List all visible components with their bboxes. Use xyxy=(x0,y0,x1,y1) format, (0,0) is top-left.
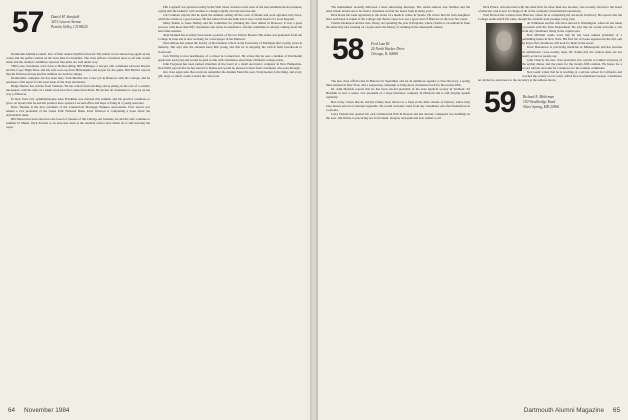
class-note-paragraph: Dave Thomas is the new president of the Connecticut Mortgage Bankers Association. Fred Jewett was named a vice president of the Glens Falls National Bank. Peter Davison is completing a book about the Adirondack lakes. xyxy=(6,104,150,117)
page-number: 65 xyxy=(612,407,620,414)
class-header-59 xyxy=(478,85,622,132)
class-note-paragraph: Charlie Dickinson and his wife, Betsy, are spending the year in England, where Charlie is on sabbatical from the university and working on a book about the history of banking in the nineteenth century. xyxy=(326,21,470,30)
class-header-58 xyxy=(326,32,470,79)
binding-gutter xyxy=(310,0,318,420)
class-note-paragraph: Dick Rossi has been appointed to the board of a medical center in Seattle. He writes that his twin daughters have both been accepted at the College and that he expects to see a good deal of Hanover in the next few years. xyxy=(326,13,470,22)
class-note-paragraph: The new class officers met in Hanover in September and set an ambitious agenda: a class directory, a spring mini-reunion in New York, and a stepped-up campaign to bring more classmates back for the twenty-fifth. xyxy=(326,79,470,88)
secretary-line: 343 Crescent Avenue xyxy=(51,20,82,24)
page-number: 64 xyxy=(8,407,16,414)
class-note-paragraph: Phil Loginoff was quoted recently in the Wall Street Journal on the state of the telecommunications business, saying that the industry will continue to change rapidly over the next decade. xyxy=(158,5,302,14)
class-note-paragraph: Al Wilkinson and his wife have moved to Washington, where Al has taken a position with the State Department. He says that he would welcome a call from any classmates living in the capital area. xyxy=(522,21,622,34)
class-note-paragraph: Alan Donnell has recently been made a partner of his law firm in Boston. His oldest son graduated from the College in June and is now working for a newspaper in the Midwest. xyxy=(158,33,302,42)
class-note-paragraph: In New York City ophthalmologist Alan Friedman was married this summer and his practice continues to grow. Al reports that he and his partners have opened a second office and hope to bring in a young associate. xyxy=(6,96,150,105)
page-footer-left xyxy=(8,407,69,414)
column-text xyxy=(326,5,470,29)
column-text xyxy=(6,52,150,129)
secretary-line: 150 Woodbridge Road xyxy=(523,99,556,104)
class-number: 59 xyxy=(484,85,516,119)
class-note-paragraph: John Church, the new class president, has written to remind everyone of the spring dinner and the plans for the twenty-fifth reunion. He hopes for a record turnout and asks for volunteers for the reunion committee. xyxy=(522,57,622,70)
class-note-paragraph: John Ferguson has been named chairman of the board of a small electronics company in New Hampshire. Ken Wells reports that he has moved to Dallas and would be pleased to hear from classmates who pass through. xyxy=(158,61,302,70)
secretary-line: Chicago, IL 60606 xyxy=(371,52,398,57)
class-note-paragraph: Dartmouth Alumni Council. Part of their annual rhythm followed: The tennis crowd showed up again on the courts and the golfers waited on the back nine for breakfast. The class officers circulated news to all who would listen and the reunion committee reported that plans are well under way. xyxy=(6,52,150,65)
class-note-paragraph: Dick Prince, who has been with the same firm for more than two decades, was recently elected to the board of directors and is now in charge of all of the company's international operations. xyxy=(478,5,622,14)
column-text xyxy=(478,5,622,21)
class-number: 58 xyxy=(332,33,364,67)
class-note-paragraph: Dave Henderson is practicing medicine in Minneapolis and has become an enthusiastic cross-country skier. He claims that the winters there are not nearly as bad as people say. xyxy=(522,45,622,58)
class-note-paragraph: Dartmouth's computer lab has been busy: Tom Buckler has a new job in Hanover with the College, and he promises a full report for the next issue of the class newsletter. xyxy=(6,76,150,85)
class-note-paragraph: Bill Nelson has been elected to the board of trustees of the Chicago Art Institute; he and his wife continue to summer in Maine. Dick Preston is an associate dean at the medical school and claims he is still learning the ropes. xyxy=(6,116,150,129)
class-secretary-address xyxy=(523,95,559,110)
secretary-line: Silver Spring, MD 20906 xyxy=(523,104,560,109)
issue-date: November 1984 xyxy=(24,407,70,414)
class-note-paragraph: The midsummer recently delivered a most interesting message. The return address was familiar and the letter inside turned out to be from a classmate we had not heard from in many years. xyxy=(326,5,470,14)
class-note-paragraph: Dr. John Mattson reports that he has been elected president of the state medical society in Vermont. Ed Hutchins is now a senior vice president of a large insurance company in Hartford and is still playing squash regularly. xyxy=(326,87,470,100)
secretary-line: Fred Lutz III xyxy=(371,42,390,47)
column-4 xyxy=(478,5,622,132)
class-note-paragraph: Many thanks to Gene Dudley and his committee for planning the class dinner in Hanover. It was a great success, with more than fifty classmates and wives in attendance, and the committee is already talking about the next mini-reunion. xyxy=(158,21,302,34)
class-note-paragraph: Jack Stirling is now headmaster of a school in Connecticut. He writes that he sees a number of Dartmouth applicants each year and would be glad to talk with classmates about their children's college plans. xyxy=(158,53,302,62)
secretary-line: 20 North Wacker Drive xyxy=(371,47,405,52)
class-note-paragraph: Ridge Durkee has written from Vermont. He has retired from teaching and is taking on the role of a country inn-keeper, with his wife, in a small town near the Connecticut River. He invites all classmates to stop by on the way to Hanover. xyxy=(6,84,150,97)
class-note-paragraph: Bob Foley writes that he and his family have moved to a farm in the hills outside of Denver, where they raise horses and an occasional vegetable. He would welcome visits from any classmates who find themselves in Colorado. xyxy=(326,99,470,112)
column-1 xyxy=(6,5,150,129)
class-note-paragraph: Thirty-one classmates were back at Homecoming. Bill Ballinger, a lawyer, still commutes between Boston and the Cape; Hugh Shaw and his wife were up from Philadelphia and stayed for the game. Bill Bartlett reports that his firm has moved and his children are both in college. xyxy=(6,64,150,77)
page-footer-right xyxy=(524,407,620,414)
class-note-paragraph: Larry Perkins has opened his own architectural firm in Boston and has already completed two buildings in the area. Jim Welles is practicing law in Portland, Oregon, and sends his best wishes to all. xyxy=(326,111,470,120)
class-note-paragraph: Ned Gault writes that he is teaching at a private school in California and coaches the varsity soccer team, which had an undefeated season. Classmates are invited to send news to the secretary at the address above. xyxy=(478,69,622,82)
class-note-paragraph: Bob Mitchell sends word that he has been named president of a publishing house in New York. His first list of books appeared in the fall, and he hopes that classmates will look for them in the stores. xyxy=(522,33,622,46)
class-note-paragraph: Carl Lambert reports that he spent the summer sailing off the coast of Maine and went aground only twice, which he counts as a good season. He has retired from the bank and is now on the board of a local hospital. xyxy=(158,13,302,22)
secretary-line: Portola Valley, CA 94025 xyxy=(51,25,88,29)
column-2 xyxy=(158,5,302,78)
left-page xyxy=(0,0,310,420)
class-secretary-address xyxy=(51,15,88,30)
secretary-line: Daniel M. Stanfield xyxy=(51,15,80,19)
column-text xyxy=(158,5,302,78)
class-secretary-address xyxy=(371,42,405,57)
column-text xyxy=(326,79,470,119)
class-header-57 xyxy=(6,5,150,52)
class-note-paragraph: Tom Pierson has written from Hanover, where he is completing his doctorate in history. He reports that the College seems much the same, though the students look younger every year. xyxy=(478,13,622,22)
secretary-line: Richard A. Mittleman xyxy=(523,94,555,99)
class-number: 57 xyxy=(12,6,44,39)
magazine-name: Dartmouth Alumni Magazine xyxy=(523,407,604,414)
right-page xyxy=(318,0,628,420)
classmate-portrait-photo xyxy=(486,23,522,71)
class-note-paragraph: Jim Gilmour has joined the faculty of the business school at the University of Michigan after twenty years in industry. Jim says that the students keep him young and that he is enjoying the switch from boardroom to classroom. xyxy=(158,41,302,54)
class-note-paragraph: Our class agent asks that everyone remember the Alumni Fund this year. Participation is the thing, and every gift, large or small, counts toward the class total. xyxy=(158,69,302,78)
column-3 xyxy=(326,5,470,120)
